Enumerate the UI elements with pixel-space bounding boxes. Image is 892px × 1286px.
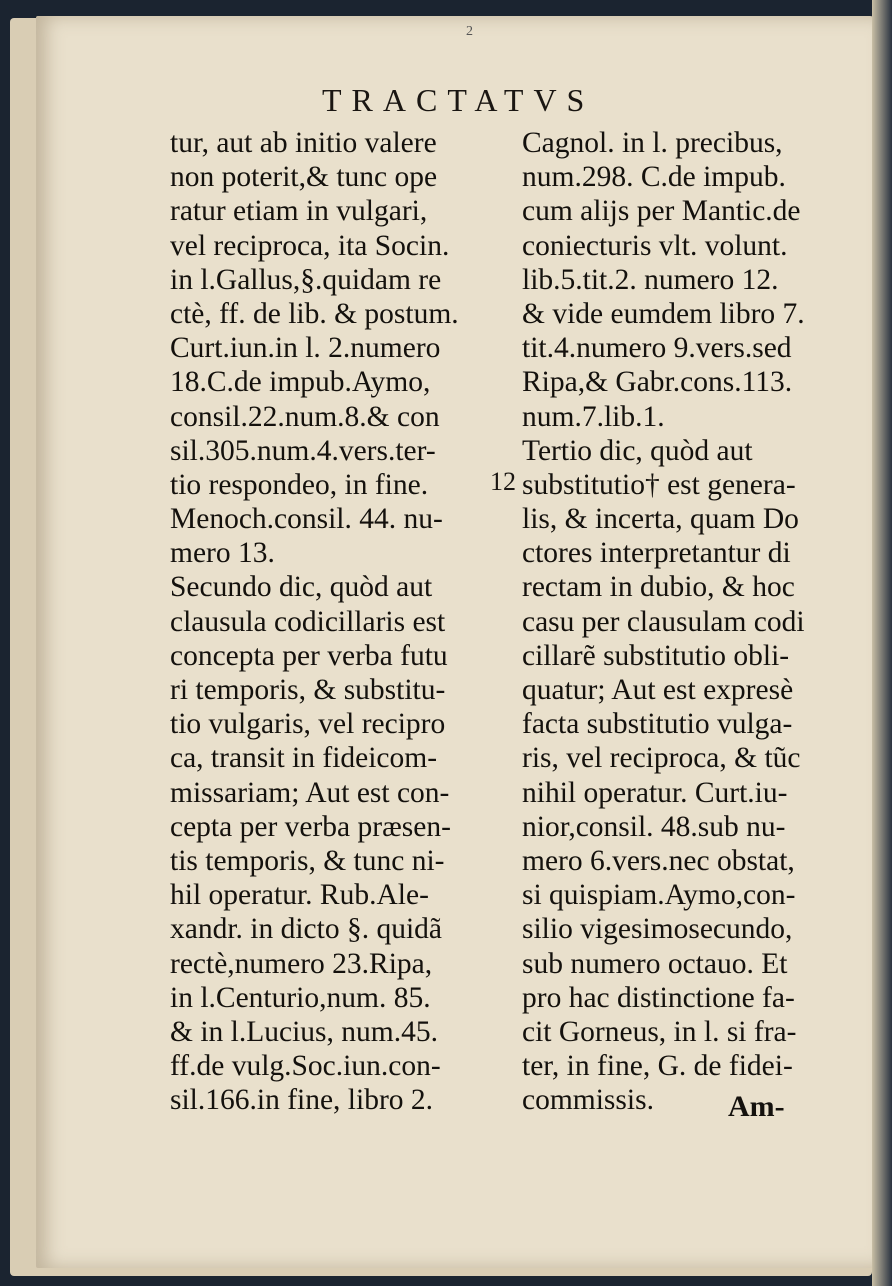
text-line: mero 6.vers.nec obstat,: [522, 844, 795, 877]
text-line: Ripa,& Gabr.cons.113.: [522, 366, 793, 399]
facing-page-edge: [872, 0, 892, 1286]
folio-mark: 2: [466, 24, 473, 39]
text-line: sub numero octauo. Et: [522, 947, 788, 980]
text-line: tur, aut ab initio valere: [170, 127, 437, 159]
text-line: tis temporis, & tunc ni-: [170, 844, 445, 877]
text-line: facta substitutio vulga-: [522, 708, 793, 741]
text-line: cillarẽ substitutio obli-: [522, 639, 790, 672]
text-line: cepta per verba præsen-: [170, 810, 451, 843]
text-line: tit.4.numero 9.vers.sed: [522, 332, 792, 365]
text-line: 18.C.de impub.Aymo,: [170, 366, 431, 399]
text-line: Cagnol. in l. precibus,: [522, 127, 783, 159]
text-line: lis, & incerta, quam Do: [522, 503, 799, 536]
text-line: in l.Gallus,§.quidam re: [170, 263, 442, 296]
text-line: lib.5.tit.2. numero 12.: [522, 263, 779, 296]
text-line: xandr. in dicto §. quidã: [170, 913, 443, 946]
text-line: si quispiam.Aymo,con-: [522, 879, 796, 912]
text-line: ctores interpretantur di: [522, 537, 791, 570]
text-line: vel reciproca, ita Socin.: [170, 229, 450, 262]
text-line: ff.de vulg.Soc.iun.con-: [170, 1050, 441, 1083]
text-line: concepta per verba futu: [170, 639, 448, 672]
text-line: rectè,numero 23.Ripa,: [170, 947, 433, 980]
text-line: cit Gorneus, in l. si fra-: [522, 1015, 797, 1048]
text-line: & in l.Lucius, num.45.: [170, 1015, 438, 1048]
text-line: quatur; Aut est expresè: [522, 674, 794, 706]
text-line: num.7.lib.1.: [522, 400, 665, 433]
text-line: ter, in fine, G. de fidei-: [522, 1050, 793, 1083]
text-line: tio vulgaris, vel recipro: [170, 708, 446, 741]
text-line: consil.22.num.8.& con: [170, 400, 440, 433]
text-line: sil.305.num.4.vers.ter-: [170, 434, 436, 467]
text-line: ratur etiam in vulgari,: [170, 195, 428, 228]
text-line: nihil operatur. Curt.iu-: [522, 776, 788, 809]
text-line: cum alijs per Mantic.de: [522, 195, 801, 228]
text-line: clausula codicillaris est: [170, 605, 446, 638]
text-line: ris, vel reciproca, & tũc: [522, 742, 801, 775]
text-line: mero 13.: [170, 537, 275, 570]
text-line: in l.Centurio,num. 85.: [170, 981, 431, 1014]
text-line: casu per clausulam codi: [522, 605, 805, 638]
catchword: Am-: [728, 1090, 785, 1123]
margin-note-number: 12: [490, 467, 516, 496]
running-head: TRACTATVS: [322, 82, 595, 118]
text-line: sil.166.in fine, libro 2.: [170, 1084, 434, 1117]
text-line: pro hac distinctione fa-: [522, 981, 795, 1014]
text-line: hil operatur. Rub.Ale-: [170, 879, 429, 912]
text-line: ctè, ff. de lib. & postum.: [170, 297, 459, 330]
text-line: silio vigesimosecundo,: [522, 913, 793, 946]
text-line: Curt.iun.in l. 2.numero: [170, 332, 441, 365]
text-line: Secundo dic, quòd aut: [170, 571, 433, 604]
text-line: nior,consil. 48.sub nu-: [522, 810, 786, 843]
text-line: & vide eumdem libro 7.: [522, 297, 805, 330]
left-column: [170, 126, 480, 1117]
text-line: Tertio dic, quòd aut: [522, 434, 753, 467]
text-line: substitutio† est genera-: [522, 468, 796, 501]
right-column: [522, 126, 827, 1117]
text-line: commissis.: [522, 1084, 654, 1117]
text-line: ri temporis, & substitu-: [170, 674, 446, 706]
text-line: num.298. C.de impub.: [522, 161, 786, 194]
text-line: non poterit,& tunc ope: [170, 161, 438, 194]
text-line: tio respondeo, in fine.: [170, 468, 429, 501]
text-line: rectam in dubio, & hoc: [522, 571, 795, 604]
text-line: Menoch.consil. 44. nu-: [170, 503, 443, 536]
text-line: ca, transit in fideicom-: [170, 742, 438, 775]
text-line: missariam; Aut est con-: [170, 776, 450, 809]
text-line: coniecturis vlt. volunt.: [522, 229, 788, 262]
